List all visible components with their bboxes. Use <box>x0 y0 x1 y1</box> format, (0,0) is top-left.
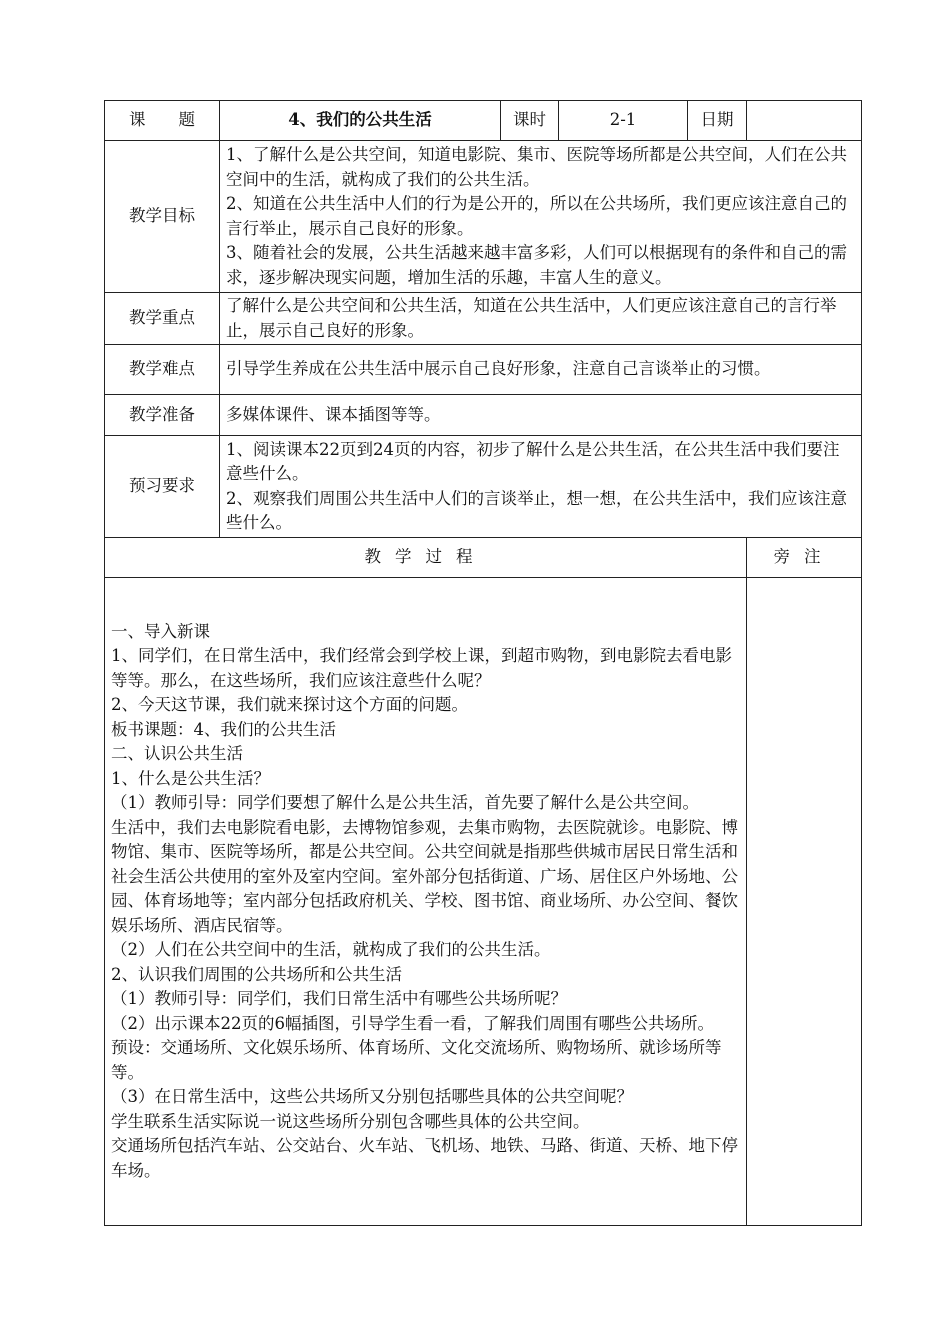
process-line: （1）教师引导：同学们，我们日常生活中有哪些公共场所呢？ <box>111 989 567 1009</box>
difficulties-content: 引导学生养成在公共生活中展示自己良好形象，注意自己言谈举止的习惯。 <box>220 345 862 395</box>
process-label-text: 教学过程 <box>364 547 487 567</box>
header-row <box>105 101 862 141</box>
notes-label <box>747 538 862 578</box>
process-line: （1）教师引导：同学们要想了解什么是公共生活，首先要了解什么是公共空间。 <box>111 793 699 813</box>
preview-label: 预习要求 <box>105 436 220 538</box>
process-content <box>105 578 747 1226</box>
key-points-content: 了解什么是公共空间和公共生活，知道在公共生活中，人们更应该注意自己的言行举止，展示自己良好的形象。 <box>220 293 862 345</box>
notes-content <box>747 578 862 1226</box>
preview-row <box>105 436 862 538</box>
process-line: （3）在日常生活中，这些公共场所又分别包括哪些具体的公共空间呢？ <box>111 1087 633 1107</box>
lesson-plan-table <box>104 100 862 1226</box>
topic-title: 4、我们的公共生活 <box>220 101 501 141</box>
process-line: 2、今天这节课，我们就来探讨这个方面的问题。 <box>111 695 468 715</box>
period-label: 课时 <box>501 101 559 141</box>
goal-item: 1、了解什么是公共空间，知道电影院、集市、医院等场所都是公共空间，人们在公共空间中的生活，就构成了我们的公共生活。 <box>226 145 847 189</box>
process-line: 1、同学们，在日常生活中，我们经常会到学校上课，到超市购物，到电影院去看电影等等。那么，在这些场所，我们应该注意些什么呢？ <box>111 646 732 690</box>
goal-item: 2、知道在公共生活中人们的行为是公开的，所以在公共场所，我们更应该注意自己的言行举止，展示自己良好的形象。 <box>226 194 847 238</box>
process-body-row <box>105 578 862 1226</box>
topic-label: 课 题 <box>105 101 220 141</box>
preparation-row <box>105 395 862 436</box>
preparation-label: 教学准备 <box>105 395 220 436</box>
process-line: 板书课题：4、我们的公共生活 <box>111 719 336 739</box>
goals-label: 教学目标 <box>105 141 220 293</box>
process-header-row <box>105 538 862 578</box>
process-line: 二、认识公共生活 <box>111 744 243 764</box>
preview-content <box>220 436 862 538</box>
date-value <box>747 101 862 141</box>
process-line: 预设：交通场所、文化娱乐场所、体育场所、文化交流场所、购物场所、就诊场所等等。 <box>111 1038 722 1082</box>
preparation-content: 多媒体课件、课本插图等等。 <box>220 395 862 436</box>
process-label <box>105 538 747 578</box>
process-line: 生活中，我们去电影院看电影，去博物馆参观，去集市购物，去医院就诊。电影院、博物馆、集市、医院等场所，都是公共空间。公共空间就是指那些供城市居民日常生活和社会生活公共使用的室外及室内空间。室外部分包括街道、广场、居住区户外场地、公园、体育场地等；室内部分包括政府机关、学校、图书馆、商业场所、办公空间、餐饮娱乐场所、酒店民宿等。 <box>111 817 738 935</box>
process-line: （2）人们在公共空间中的生活，就构成了我们的公共生活。 <box>111 940 551 960</box>
process-line: （2）出示课本22页的6幅插图，引导学生看一看，了解我们周围有哪些公共场所。 <box>111 1013 714 1033</box>
difficulties-row <box>105 345 862 395</box>
preview-item: 1、阅读课本22页到24页的内容，初步了解什么是公共生活，在公共生活中我们要注意些什么。 <box>226 439 840 483</box>
process-line: 学生联系生活实际说一说这些场所分别包含哪些具体的公共空间。 <box>111 1111 590 1131</box>
goal-item: 3、随着社会的发展，公共生活越来越丰富多彩，人们可以根据现有的条件和自己的需求，逐步解决现实问题，增加生活的乐趣，丰富人生的意义。 <box>226 243 847 287</box>
process-line: 2、认识我们周围的公共场所和公共生活 <box>111 964 402 984</box>
process-line: 一、导入新课 <box>111 621 210 641</box>
date-label: 日期 <box>688 101 747 141</box>
key-points-row <box>105 293 862 345</box>
period-value: 2-1 <box>559 101 688 141</box>
goals-row <box>105 141 862 293</box>
process-line: 1、什么是公共生活？ <box>111 768 270 788</box>
preview-item: 2、观察我们周围公共生活中人们的言谈举止，想一想，在公共生活中，我们应该注意些什么。 <box>226 488 847 532</box>
notes-label-text: 旁注 <box>773 547 835 567</box>
goals-content <box>220 141 862 293</box>
difficulties-label: 教学难点 <box>105 345 220 395</box>
process-line: 交通场所包括汽车站、公交站台、火车站、飞机场、地铁、马路、街道、天桥、地下停车场。 <box>111 1136 738 1180</box>
key-points-label: 教学重点 <box>105 293 220 345</box>
